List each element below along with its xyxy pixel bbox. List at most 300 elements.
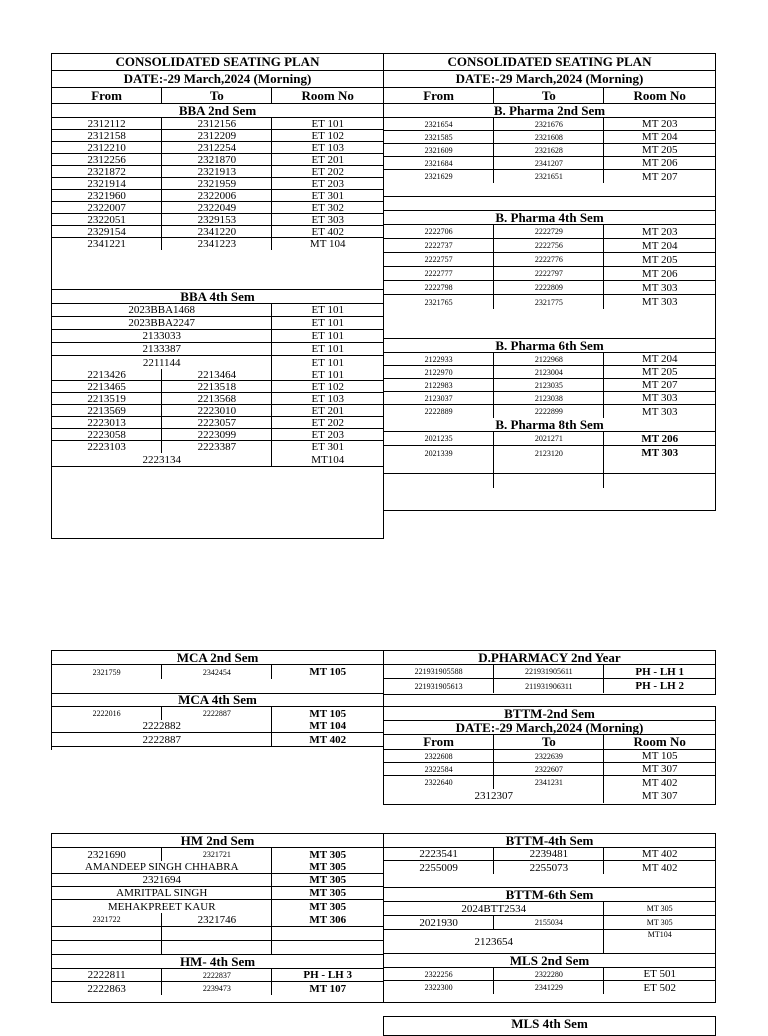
table-row (384, 170, 715, 183)
room-no: PH - LH 3 (303, 969, 352, 981)
table-row (52, 848, 383, 861)
from-id: 221931905613 (384, 679, 494, 693)
table-row (52, 343, 383, 356)
room-no: ET 101 (311, 330, 344, 342)
blank-cell (494, 474, 604, 488)
col-from: From (384, 88, 494, 103)
table-row (52, 720, 383, 733)
table-row (384, 353, 715, 366)
table-row (52, 874, 383, 887)
to-id: 2322280 (494, 968, 604, 980)
from-id: 2122983 (384, 379, 494, 391)
room-no: MT 307 (641, 790, 678, 802)
col-from: From (52, 88, 162, 103)
from-id: 2021235 (384, 432, 494, 445)
table-row (52, 665, 383, 679)
from-id: 2321759 (52, 665, 162, 679)
room-no: MT 104 (309, 238, 346, 250)
room-no: MT104 (311, 453, 345, 466)
room-no: MT 303 (641, 296, 678, 308)
blank-row (52, 467, 383, 480)
table-row (52, 226, 383, 238)
table-row (384, 432, 715, 446)
from-id: 2123037 (384, 392, 494, 404)
room-no: MT 203 (641, 118, 678, 130)
room-no: MT 205 (641, 253, 678, 266)
from-id: 2329154 (52, 226, 162, 237)
from-id: 2222811 (52, 969, 162, 981)
room-no: MT 305 (646, 904, 673, 913)
room-no: ET 201 (311, 405, 344, 416)
to-id: 2213568 (162, 393, 272, 404)
table-row (52, 969, 383, 982)
bph4-rows (384, 225, 715, 309)
section-heading: B. Pharma 4th Sem (495, 211, 604, 224)
to-id: 2321959 (162, 178, 272, 189)
hm4-rows (52, 969, 383, 995)
room-no: MT 303 (641, 447, 679, 459)
table-row (52, 369, 383, 381)
room-no: PH - LH 2 (635, 680, 684, 692)
table-row (52, 393, 383, 405)
to-id: 2321775 (494, 295, 604, 309)
table-row (52, 441, 383, 453)
to-id: 2255073 (494, 861, 604, 874)
table-row (384, 225, 715, 239)
blank-row (384, 197, 715, 210)
table-row (384, 281, 715, 295)
room-no: MT 305 (309, 848, 347, 861)
mca2-rows (52, 665, 384, 679)
col-to: To (494, 735, 604, 749)
room-no: MT 402 (641, 861, 678, 874)
to-id: 2123004 (494, 366, 604, 378)
to-id: 2123038 (494, 392, 604, 404)
section-heading: B. Pharma 2nd Sem (493, 104, 606, 117)
room-no: MT 303 (641, 405, 678, 418)
room-no: MT 204 (641, 131, 678, 143)
from-id: 2341221 (52, 238, 162, 250)
table-row (52, 178, 383, 190)
table-row (52, 118, 383, 130)
table-row (52, 982, 383, 995)
mls4-seating-table (383, 1016, 716, 1036)
from-id: 2321609 (384, 144, 494, 156)
bpharma-seating-table (383, 53, 716, 511)
table-row (52, 356, 383, 369)
room-no: MT 402 (641, 848, 678, 860)
to-id: 2322049 (162, 202, 272, 213)
to-id: 2155034 (494, 916, 604, 929)
room-no: ET 101 (311, 369, 344, 380)
from-id: 2222863 (52, 982, 162, 995)
blank-row (384, 874, 715, 887)
to-id: 2222837 (162, 969, 272, 981)
student-id: 2312307 (384, 789, 604, 803)
student-id: 2133387 (52, 343, 272, 355)
table-row (52, 317, 383, 330)
section-heading: HM- 4th Sem (179, 955, 256, 968)
hm2-single-rows (52, 861, 383, 913)
to-id: 2239473 (162, 982, 272, 995)
room-no: MT 204 (641, 239, 678, 252)
to-id: 2222797 (494, 267, 604, 280)
from-id: 2321654 (384, 118, 494, 130)
table-row (52, 733, 383, 746)
col-room: Room No (301, 88, 354, 103)
room-no: MT 105 (309, 666, 347, 678)
table-row (52, 238, 383, 250)
bba-seating-table (51, 53, 384, 539)
from-id: 2321722 (52, 913, 162, 926)
room-no: MT 206 (641, 432, 679, 445)
table-row (384, 157, 715, 170)
bba4-single-rows (52, 304, 383, 369)
mca4-rows (52, 707, 384, 720)
from-id: 2223103 (52, 441, 162, 453)
from-id: 2321684 (384, 157, 494, 169)
room-no: ET 102 (311, 381, 344, 392)
blank-cell (604, 474, 715, 488)
from-id: 2321585 (384, 131, 494, 143)
blank-row (384, 183, 715, 196)
blank-cell (384, 460, 494, 473)
room-no: ET 301 (311, 441, 344, 453)
section-heading: MCA 2nd Sem (176, 651, 259, 664)
section-heading: HM 2nd Sem (180, 834, 255, 847)
mca-seating-table (51, 650, 384, 750)
from-id: 2222757 (384, 253, 494, 266)
from-id: 2321690 (52, 848, 162, 861)
to-id: 2223057 (162, 417, 272, 428)
from-id: 2321960 (52, 190, 162, 201)
room-no: MT 402 (309, 733, 347, 746)
room-no: ET 101 (311, 343, 344, 355)
bba4-rows (52, 369, 383, 453)
student-id: 2023BBA1468 (52, 304, 272, 316)
mca4-single-rows (52, 720, 384, 747)
to-id: 2239481 (494, 848, 604, 860)
from-id: 2122970 (384, 366, 494, 378)
to-id: 2222887 (162, 707, 272, 720)
col-room: Room No (633, 88, 686, 103)
to-id: 2321746 (162, 913, 272, 926)
from-id: 2312112 (52, 118, 162, 129)
table-row (52, 142, 383, 154)
table-row (384, 968, 715, 981)
from-id: 2322608 (384, 750, 494, 762)
section-heading: D.PHARMACY 2nd Year (478, 651, 621, 664)
table-row (52, 166, 383, 178)
room-no: ET 402 (311, 226, 344, 237)
room-no: ET 203 (311, 178, 344, 189)
to-id: 221931905611 (494, 665, 604, 678)
blank-cell (52, 941, 162, 954)
to-id: 2122968 (494, 353, 604, 365)
room-no: MT 206 (641, 267, 678, 280)
section-heading: BBA 4th Sem (180, 290, 255, 303)
to-id: 2213464 (162, 369, 272, 380)
from-id: 2222737 (384, 239, 494, 252)
to-id: 2223010 (162, 405, 272, 416)
room-no: ET 501 (643, 968, 676, 980)
table-row (384, 776, 715, 789)
student-id: AMRITPAL SINGH (52, 887, 272, 899)
to-id: 2329153 (162, 214, 272, 225)
room-no: MT 105 (641, 750, 678, 762)
student-id: 2321694 (52, 874, 272, 886)
table-row (384, 848, 715, 861)
col-from: From (384, 735, 494, 749)
table-row (52, 304, 383, 317)
from-id: 2223541 (384, 848, 494, 860)
table-row (384, 405, 715, 418)
table-row (52, 887, 383, 900)
room-no: ET 302 (311, 202, 344, 213)
table-row (384, 253, 715, 267)
from-id: 2312256 (52, 154, 162, 165)
plan-date: DATE:-29 March,2024 (Morning) (123, 71, 312, 86)
to-id: 2321870 (162, 154, 272, 165)
table-row (384, 665, 715, 679)
table-row (52, 330, 383, 343)
from-id: 2322007 (52, 202, 162, 213)
section-heading: BTTM-4th Sem (505, 834, 594, 847)
room-no: ET 301 (311, 190, 344, 201)
table-row (52, 202, 383, 214)
to-id: 2222776 (494, 253, 604, 266)
table-row (384, 295, 715, 309)
from-id: 2021930 (384, 916, 494, 929)
room-no: MT 107 (309, 982, 347, 995)
student-id: 2222882 (52, 720, 272, 732)
from-id: 2321872 (52, 166, 162, 177)
room-no: MT 205 (641, 144, 678, 156)
table-row (384, 379, 715, 392)
to-id: 2222729 (494, 225, 604, 238)
table-row (52, 417, 383, 429)
table-row (52, 861, 383, 874)
to-id: 2341207 (494, 157, 604, 169)
to-id: 2321721 (162, 848, 272, 861)
table-row (384, 750, 715, 763)
room-no: ET 101 (311, 317, 344, 329)
table-row (384, 861, 715, 874)
table-row (384, 763, 715, 776)
bph6-rows (384, 353, 715, 418)
table-row (52, 405, 383, 417)
col-to: To (162, 88, 272, 103)
table-row (384, 981, 715, 994)
blank-cell (162, 941, 272, 954)
room-no: MT 305 (309, 887, 347, 899)
student-id: 2123654 (384, 930, 604, 953)
room-no: MT 402 (641, 776, 678, 789)
from-id: 2222706 (384, 225, 494, 238)
room-no: ET 103 (311, 393, 344, 404)
table-row (52, 381, 383, 393)
to-id: 2341220 (162, 226, 272, 237)
room-no: MT 206 (641, 157, 678, 169)
section-heading: B. Pharma 6th Sem (495, 339, 604, 352)
table-row (52, 429, 383, 441)
room-no: MT 303 (641, 392, 678, 404)
student-id: 2222887 (52, 733, 272, 746)
bttm2-rows (384, 750, 715, 789)
from-id: 2213519 (52, 393, 162, 404)
room-no: PH - LH 1 (635, 665, 684, 678)
from-id: 2312210 (52, 142, 162, 153)
from-id: 2222889 (384, 405, 494, 418)
hm-seating-table (51, 833, 384, 1003)
section-heading: MCA 4th Sem (178, 694, 257, 706)
table-row (52, 154, 383, 166)
table-row (384, 131, 715, 144)
room-no: MT 303 (641, 281, 678, 294)
bba2-rows (52, 118, 383, 250)
student-id: MEHAKPREET KAUR (52, 900, 272, 913)
blank-row (384, 309, 715, 338)
room-no: ET 202 (311, 417, 344, 428)
student-id: AMANDEEP SINGH CHHABRA (52, 861, 272, 873)
room-no: ET 103 (311, 142, 344, 153)
bph8-rows (384, 432, 715, 460)
table-row (52, 900, 383, 913)
student-id: 2223134 (52, 453, 272, 466)
from-id: 2322584 (384, 763, 494, 775)
to-id: 2322607 (494, 763, 604, 775)
to-id: 2321651 (494, 170, 604, 183)
table-row (52, 214, 383, 226)
to-id: 2322006 (162, 190, 272, 201)
section-heading: BTTM-2nd Sem (504, 707, 595, 720)
to-id: 211931906311 (494, 679, 604, 693)
col-room: Room No (633, 735, 686, 749)
from-id: 2222777 (384, 267, 494, 280)
section-heading: BTTM-6th Sem (505, 888, 594, 901)
from-id: 2213569 (52, 405, 162, 416)
room-no: ET 101 (311, 356, 344, 369)
room-no: MT 207 (641, 170, 678, 183)
from-id: 2223013 (52, 417, 162, 428)
blank-cell (604, 460, 715, 473)
to-id: 2223387 (162, 441, 272, 453)
table-row (384, 446, 715, 460)
to-id: 2321628 (494, 144, 604, 156)
student-id: 2211144 (52, 356, 272, 369)
room-no: ET 201 (311, 154, 344, 165)
to-id: 2312156 (162, 118, 272, 129)
from-id: 2322051 (52, 214, 162, 225)
from-id: 2312158 (52, 130, 162, 141)
room-no: ET 202 (311, 166, 344, 177)
bttm-mls-seating-table (383, 833, 716, 1003)
to-id: 2341231 (494, 776, 604, 789)
room-no: MT 305 (309, 900, 347, 913)
plan-date: DATE:-29 March,2024 (Morning) (455, 71, 644, 86)
table-row (384, 239, 715, 253)
to-id: 2312254 (162, 142, 272, 153)
plan-title: CONSOLIDATED SEATING PLAN (447, 54, 652, 69)
blank-cell (384, 474, 494, 488)
room-no: ET 101 (311, 118, 344, 129)
table-row (52, 130, 383, 142)
student-id: 2024BTT2534 (384, 902, 604, 915)
section-heading: MLS 4th Sem (511, 1017, 588, 1031)
to-id: 2222756 (494, 239, 604, 252)
blank-row (52, 679, 384, 693)
room-no: MT 104 (309, 720, 347, 732)
table-row (52, 707, 383, 720)
room-no: MT 307 (641, 763, 678, 775)
from-id: 2322300 (384, 981, 494, 994)
bttm2-seating-table (383, 706, 716, 805)
to-id: 2321913 (162, 166, 272, 177)
to-id: 2321608 (494, 131, 604, 143)
room-no: MT 207 (641, 379, 678, 391)
room-no: MT104 (647, 930, 672, 939)
from-id: 2222798 (384, 281, 494, 294)
table-row (384, 392, 715, 405)
room-no: ET 101 (311, 304, 344, 316)
room-no: MT 203 (641, 225, 678, 238)
blank-row (52, 250, 383, 289)
section-heading: BBA 2nd Sem (178, 104, 257, 117)
room-no: ET 203 (311, 429, 344, 440)
to-id: 2123035 (494, 379, 604, 391)
to-id: 2341229 (494, 981, 604, 994)
bttm4-rows (384, 848, 715, 874)
student-id: 2023BBA2247 (52, 317, 272, 329)
from-id: 2321914 (52, 178, 162, 189)
to-id: 2322639 (494, 750, 604, 762)
from-id: 2222016 (52, 707, 162, 720)
room-no: MT 105 (309, 707, 347, 720)
dpharmacy-seating-table (383, 650, 716, 695)
room-no: ET 502 (643, 981, 676, 994)
room-no: MT 205 (641, 366, 678, 378)
from-id: 2223058 (52, 429, 162, 440)
blank-cell (272, 941, 383, 954)
student-id: 2133033 (52, 330, 272, 342)
table-row (52, 190, 383, 202)
blank-cell (162, 927, 272, 940)
plan-date: DATE:-29 March,2024 (Morning) (455, 721, 644, 734)
to-id: 2321676 (494, 118, 604, 130)
section-heading: MLS 2nd Sem (509, 954, 590, 967)
from-id: 2255009 (384, 861, 494, 874)
room-no: MT 204 (641, 353, 678, 365)
to-id: 2222899 (494, 405, 604, 418)
to-id: 2312209 (162, 130, 272, 141)
blank-cell (494, 460, 604, 473)
mls2-rows (384, 968, 715, 994)
from-id: 2322256 (384, 968, 494, 980)
room-no: MT 305 (309, 874, 347, 886)
to-id: 2222809 (494, 281, 604, 294)
dpharm-rows (384, 665, 715, 693)
table-row (384, 679, 715, 693)
from-id: 2322640 (384, 776, 494, 789)
to-id: 2123120 (494, 446, 604, 460)
room-no: ET 303 (311, 214, 344, 225)
blank-cell (52, 927, 162, 940)
room-no: MT 305 (309, 861, 347, 873)
to-id: 2021271 (494, 432, 604, 445)
room-no: MT 305 (646, 918, 673, 927)
table-row (384, 118, 715, 131)
from-id: 2321629 (384, 170, 494, 183)
